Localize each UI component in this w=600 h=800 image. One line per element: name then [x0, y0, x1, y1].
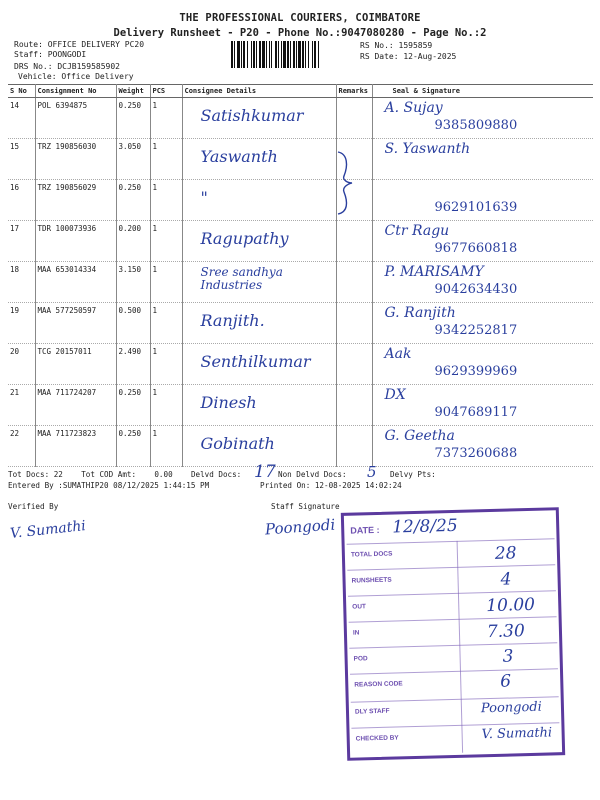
stamp-reason-value: 6: [500, 671, 512, 692]
tot-docs-value: 22: [53, 470, 63, 479]
table-row: [8, 221, 593, 262]
row-consignment-no: TRZ 190856030: [35, 139, 116, 180]
row-signature-cell: [372, 262, 593, 303]
stamp-reason-label: REASON CODE: [354, 680, 403, 689]
row-signature: A. Sujay: [384, 100, 443, 116]
row-phone: 9342252817: [434, 323, 518, 338]
stamp-pod-label: POD: [353, 655, 368, 663]
route-text: Route: OFFICE DELIVERY PC20: [14, 40, 145, 49]
row-weight: 2.490: [116, 344, 150, 385]
entered-by-text: Entered By :SUMATHIP20 08/12/2025 1:44:15 PM: [8, 481, 210, 490]
row-weight: 3.150: [116, 262, 150, 303]
staff-text: Staff: POONGODI: [14, 50, 87, 59]
row-weight: 0.500: [116, 303, 150, 344]
row-remarks: [336, 262, 372, 303]
row-consignment-no: MAA 653014334: [35, 262, 116, 303]
stamp-total-docs-value: 28: [494, 543, 517, 564]
row-remarks: [336, 344, 372, 385]
row-weight: 0.250: [116, 180, 150, 221]
row-consignee-cell: [182, 385, 336, 426]
stamp-dly-staff-label: DLY STAFF: [354, 707, 390, 716]
stamp-out-value: 10.00: [486, 594, 536, 617]
row-signature-cell: [372, 180, 593, 221]
col-seal-signature: Seal & Signature: [372, 85, 593, 98]
row-consignee: Ragupathy: [200, 229, 289, 248]
row-sno: 17: [8, 221, 35, 262]
stamp-in-value: 7.30: [486, 621, 526, 643]
row-weight: 3.050: [116, 139, 150, 180]
row-consignee-cell: [182, 344, 336, 385]
row-signature-cell: [372, 385, 593, 426]
row-pcs: 1: [150, 385, 182, 426]
row-consignee-cell: [182, 98, 336, 139]
col-pcs: PCS: [150, 85, 182, 98]
row-consignee: Satishkumar: [200, 106, 304, 125]
row-consignee: Ranjith.: [200, 311, 265, 330]
staff-signature-label: Staff Signature: [271, 502, 340, 511]
row-consignee: Sree sandhya Industries: [200, 265, 283, 292]
col-remarks: Remarks: [336, 85, 372, 98]
row-consignee: Yaswanth: [200, 147, 278, 166]
stamp-date-value: 12/8/25: [391, 515, 458, 538]
totals-line: [8, 470, 241, 479]
row-pcs: 1: [150, 221, 182, 262]
row-phone: 9385809880: [434, 118, 518, 133]
col-consignee: Consignee Details: [182, 85, 336, 98]
table-row: [8, 344, 593, 385]
row-consignment-no: TRZ 190856029: [35, 180, 116, 221]
runsheet-table: [8, 84, 593, 467]
row-consignment-no: TDR 100073936: [35, 221, 116, 262]
row-consignee-cell: [182, 303, 336, 344]
table-row: [8, 426, 593, 467]
row-sno: 19: [8, 303, 35, 344]
row-weight: 0.250: [116, 98, 150, 139]
row-weight: 0.250: [116, 385, 150, 426]
table-row: [8, 303, 593, 344]
row-signature: DX: [384, 387, 406, 403]
row-sno: 16: [8, 180, 35, 221]
row-pcs: 1: [150, 344, 182, 385]
row-signature: Aak: [384, 346, 412, 362]
stamp-total-docs-label: TOTAL DOCS: [350, 550, 393, 559]
tot-docs-label: Tot Docs:: [8, 470, 50, 479]
row-consignment-no: MAA 711723823: [35, 426, 116, 467]
row-remarks: [336, 98, 372, 139]
row-signature: G. Ranjith: [384, 305, 456, 321]
non-delvd-line: [278, 470, 347, 479]
table-header-row: [8, 85, 593, 98]
row-pcs: 1: [150, 303, 182, 344]
company-title: THE PROFESSIONAL COURIERS, COIMBATORE: [179, 12, 421, 24]
non-delvd-handwritten: 5: [367, 463, 377, 481]
tot-cod-label: Tot COD Amt:: [81, 470, 137, 479]
brace-mark: [334, 150, 358, 216]
stamp-runsheets-label: RUNSHEETS: [351, 576, 392, 585]
delvd-docs-handwritten: 17: [254, 462, 276, 482]
row-signature: Ctr Ragu: [384, 223, 450, 239]
table-row: [8, 98, 593, 139]
row-consignee: ": [200, 188, 208, 207]
row-signature: G. Geetha: [384, 428, 455, 444]
row-remarks: [336, 221, 372, 262]
row-consignee-cell: [182, 180, 336, 221]
row-sno: 22: [8, 426, 35, 467]
rs-number: RS No.: 1595859: [360, 41, 433, 50]
row-phone: 9042634430: [434, 282, 518, 297]
table-row: [8, 139, 593, 180]
row-consignment-no: MAA 711724207: [35, 385, 116, 426]
row-signature-cell: [372, 303, 593, 344]
table-row: [8, 262, 593, 303]
stamp-date-label: DATE :: [350, 524, 380, 536]
row-phone: 9677660818: [434, 241, 518, 256]
row-pcs: 1: [150, 262, 182, 303]
delivery-stamp: [341, 507, 565, 761]
row-consignment-no: POL 6394875: [35, 98, 116, 139]
stamp-out-label: OUT: [352, 603, 367, 611]
stamp-in-label: IN: [352, 629, 360, 637]
row-pcs: 1: [150, 180, 182, 221]
row-pcs: 1: [150, 139, 182, 180]
drs-text: DRS No.: DCJB159585902: [14, 62, 120, 71]
row-sno: 14: [8, 98, 35, 139]
row-sno: 18: [8, 262, 35, 303]
row-signature-cell: [372, 98, 593, 139]
row-phone: 9629101639: [434, 200, 518, 215]
runsheet-subtitle: Delivery Runsheet - P20 - Phone No.:9047080280 - Page No.:2: [113, 27, 487, 39]
stamp-dly-staff-value: Poongodi: [480, 699, 543, 717]
row-remarks: [336, 385, 372, 426]
rs-date: RS Date: 12-Aug-2025: [360, 52, 457, 61]
row-signature-cell: [372, 344, 593, 385]
row-consignee-cell: [182, 426, 336, 467]
row-sno: 21: [8, 385, 35, 426]
stamp-checked-value: V. Sumathi: [481, 725, 553, 743]
row-weight: 0.200: [116, 221, 150, 262]
stamp-pod-value: 3: [502, 646, 514, 667]
col-consignment: Consignment No: [35, 85, 116, 98]
table-row: [8, 180, 593, 221]
row-phone: 7373260688: [434, 446, 518, 461]
non-delvd-label: Non Delvd Docs:: [278, 470, 347, 479]
row-sno: 15: [8, 139, 35, 180]
row-sno: 20: [8, 344, 35, 385]
row-remarks: [336, 303, 372, 344]
col-sno: S No: [8, 85, 35, 98]
row-signature-cell: [372, 426, 593, 467]
row-consignment-no: MAA 577250597: [35, 303, 116, 344]
stamp-runsheets-value: 4: [500, 569, 512, 590]
printed-on-text: Printed On: 12-08-2025 14:02:24: [260, 481, 402, 490]
row-pcs: 1: [150, 98, 182, 139]
tot-cod-value: 0.00: [154, 470, 173, 479]
row-pcs: 1: [150, 426, 182, 467]
delvd-docs-label: Delvd Docs:: [190, 470, 242, 479]
table-row: [8, 385, 593, 426]
delvy-pts-label: Delvy Pts:: [390, 470, 436, 479]
barcode-image: [230, 41, 354, 68]
row-consignee-cell: [182, 139, 336, 180]
verified-by-signature: V. Sumathi: [9, 518, 87, 542]
stamp-checked-label: CHECKED BY: [355, 734, 399, 743]
row-consignee-cell: [182, 262, 336, 303]
row-consignment-no: TCG 20157011: [35, 344, 116, 385]
row-signature: S. Yaswanth: [384, 141, 471, 157]
vehicle-text: Vehicle: Office Delivery: [18, 72, 134, 81]
row-weight: 0.250: [116, 426, 150, 467]
row-remarks: [336, 426, 372, 467]
row-phone: 9629399969: [434, 364, 518, 379]
col-weight: Weight: [116, 85, 150, 98]
row-consignee: Dinesh: [200, 393, 257, 412]
row-consignee-cell: [182, 221, 336, 262]
row-phone: 9047689117: [434, 405, 518, 420]
row-signature-cell: [372, 221, 593, 262]
row-signature-cell: [372, 139, 593, 180]
staff-signature: Poongodi: [264, 515, 336, 539]
row-consignee: Gobinath: [200, 434, 275, 453]
verified-by-label: Verified By: [8, 502, 59, 511]
row-signature: P. MARISAMY: [384, 264, 484, 280]
row-consignee: Senthilkumar: [200, 352, 311, 371]
